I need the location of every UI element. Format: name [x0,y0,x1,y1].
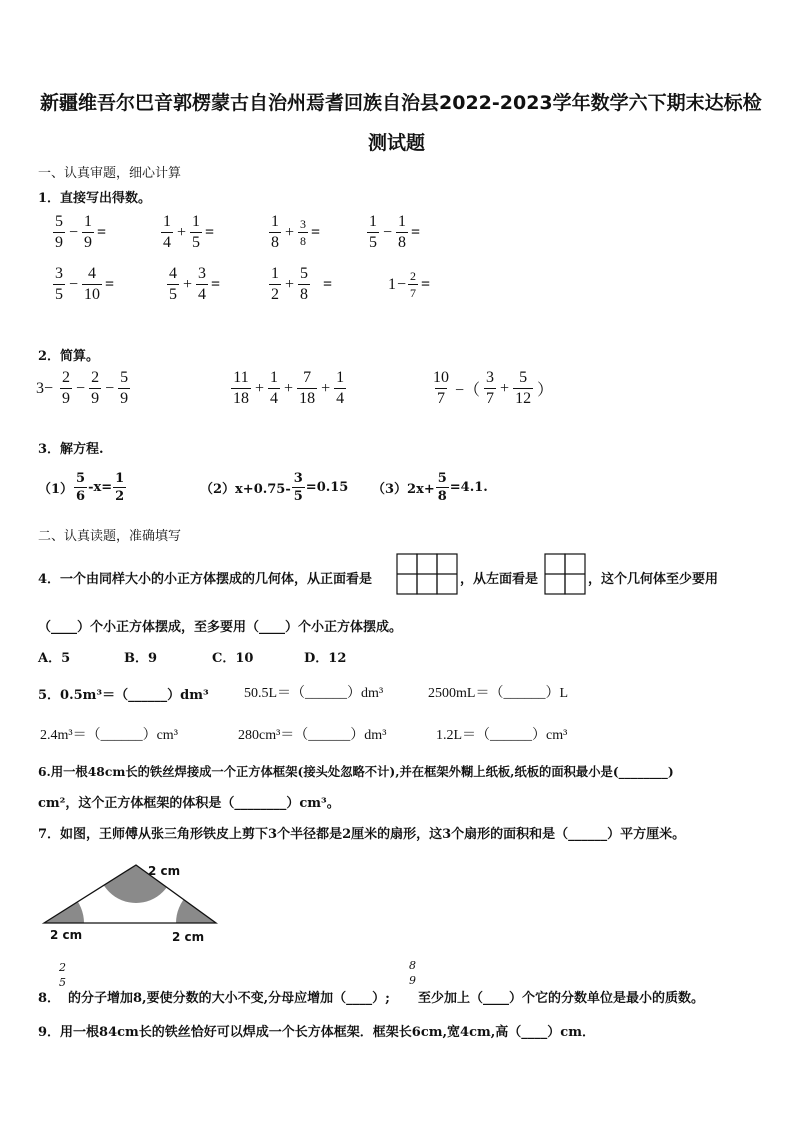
q4-option-d: D．12 [304,651,347,666]
q6-line1: 6.用一根48cm长的铁丝焊接成一个正方体框架(接头处忽略不计),并在框架外糊上纸板,纸板的面积最小是(________) [38,764,674,779]
q3-equation-2: （2）x+0.75- $\frac{3}{5}$ =0.15 [200,471,349,504]
q3-equation-1: （1） $\frac{5}{6}$ -x= $\frac{1}{2}$ [38,471,125,504]
front-view-figure [396,553,458,595]
q8-text-b: 至少加上（____）个它的分数单位是最小的质数。 [418,991,705,1006]
q2-label: 2．简算。 [38,349,100,364]
q1-item-7: $\frac{1}{2}$ + $\frac{5}{8}$ = [271,265,333,303]
fig-label-left: 2 cm [50,928,83,942]
q5-item-4: 2.4m³＝（______）cm³ [40,728,178,743]
q2-expr-3: $\frac{10}{7}$ −（ $\frac{3}{7}$ + $\frac{5}{12}$ ） [433,369,554,407]
q1-item-2: $\frac{1}{4}$ + $\frac{1}{5}$ = [163,213,215,251]
q5-item-5: 280cm³＝（______）dm³ [238,728,387,743]
q7-text: 7．如图，王师傅从张三角形铁皮上剪下3个半径都是2厘米的扇形，这3个扇形的面积和是（______）平方厘米。 [38,827,686,842]
q4-text-a: 4．一个由同样大小的小正方体摆成的几何体，从正面看是 [38,572,373,587]
section-2-heading: 二、认真读题，准确填写 [38,529,182,544]
q2-expr-1: 3− $\frac{2}{9}$ − $\frac{2}{9}$ − $\frac{5}{9}$ [36,369,129,407]
q1-item-8: 1− $\frac{2}{7}$ = [388,269,431,300]
q3-label: 3．解方程. [38,442,104,457]
q9-text: 9．用一根84cm长的铁丝恰好可以焊成一个长方体框架．框架长6cm,宽4cm,高（____）cm． [38,1025,595,1040]
q5-item-3: 2500mL＝（______）L [428,686,568,701]
q3-equation-3: （3）2x+ $\frac{5}{8}$ =4.1. [372,471,488,504]
q8-fraction-b: 8 9 [409,959,416,987]
q4-option-b: B．9 [124,651,158,666]
q5-item-2: 50.5L＝（______）dm³ [244,686,384,701]
page-title-line2: 测试题 [368,132,426,154]
triangle-sectors-figure [40,855,230,947]
q4-line2: （____）个小正方体摆成，至多要用（____）个小正方体摆成。 [38,620,403,635]
q8-text-a: 的分子增加8,要使分数的大小不变,分母应增加（____）; [68,991,390,1006]
q4-text-b: ，从左面看是 [460,572,539,587]
fig-label-right: 2 cm [172,930,205,944]
q1-item-4: $\frac{1}{5}$ − $\frac{1}{8}$ = [369,213,421,251]
q1-item-1: $\frac{5}{9}$ − $\frac{1}{9}$ = [55,213,107,251]
q4-option-a: A．5 [38,651,71,666]
q1-item-6: $\frac{4}{5}$ + $\frac{3}{4}$ = [169,265,221,303]
q4-text-c: ，这个几何体至少要用 [588,572,719,587]
section-1-heading: 一、认真审题，细心计算 [38,166,182,181]
q5-item-1: 5．0.5m³＝（______）dm³ [38,688,209,703]
q1-item-5: $\frac{3}{5}$ − $\frac{4}{10}$ = [55,265,115,303]
q8-fraction-a: 2 5 [59,961,66,989]
q4-option-c: C．10 [212,651,254,666]
q8-number: 8． [38,991,61,1006]
left-view-figure [544,553,586,595]
q5-item-6: 1.2L＝（______）cm³ [436,728,568,743]
q1-item-3: $\frac{1}{8}$ + $\frac{3}{8}$ = [271,213,321,251]
fig-label-top: 2 cm [148,864,181,878]
q1-label: 1．直接写出得数。 [38,191,152,206]
q6-line2: cm²，这个正方体框架的体积是（________）cm³。 [38,796,340,811]
page-title-line1: 新疆维吾尔巴音郭楞蒙古自治州焉耆回族自治县2022-2023学年数学六下期末达标检 [40,92,762,114]
q2-expr-2: $\frac{11}{18}$ + $\frac{1}{4}$ + $\frac{7}{18}$ + $\frac{1}{4}$ [233,369,345,407]
